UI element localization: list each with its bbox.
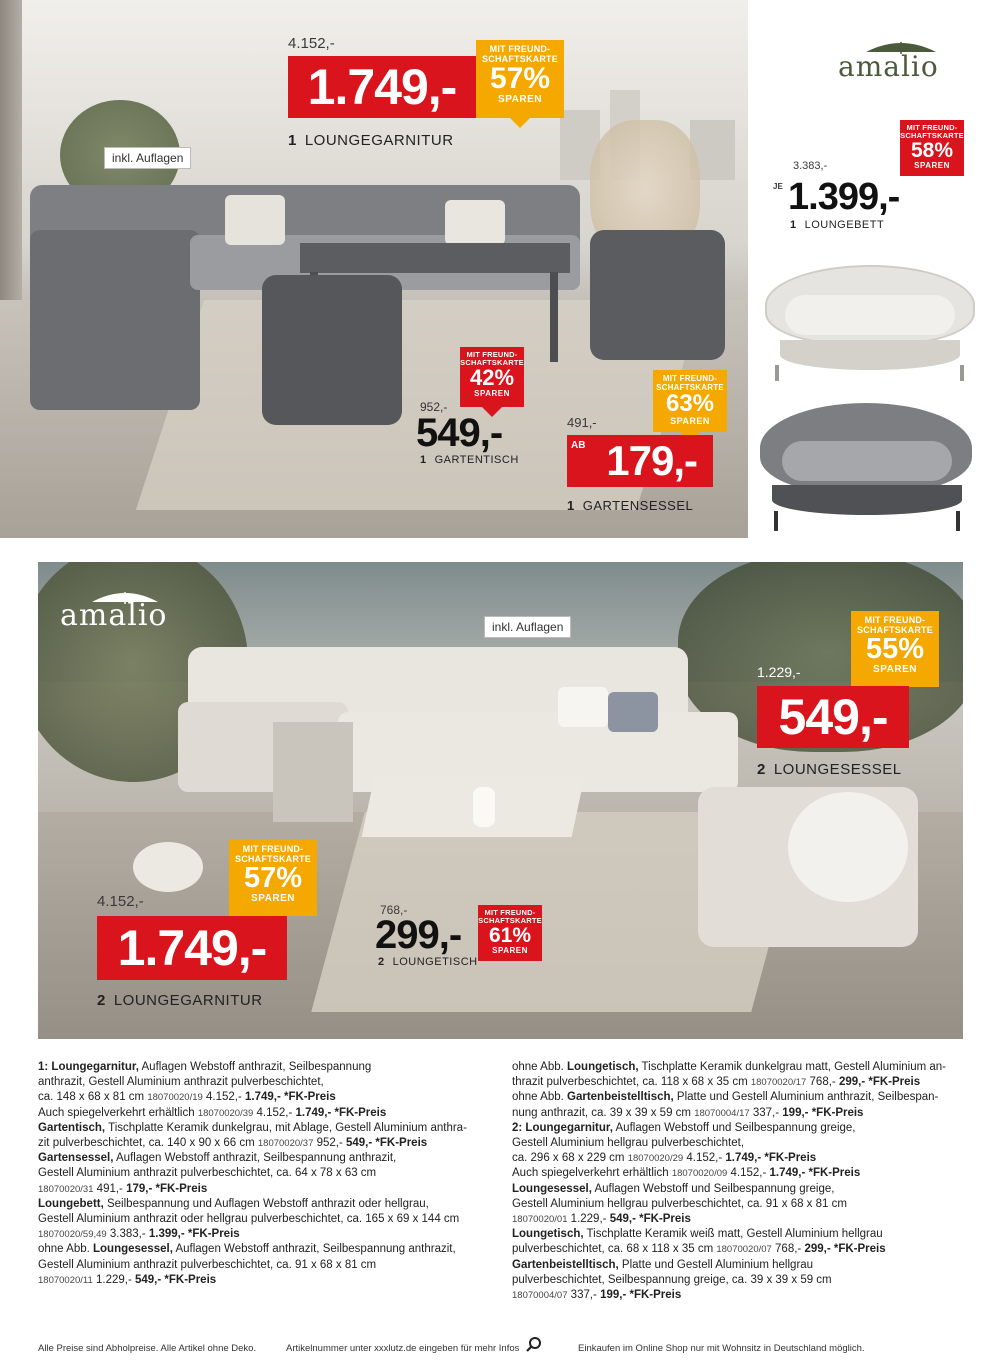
article-number: 18070020/39 — [197, 1107, 254, 1119]
inkl-auflagen-tag-top: inkl. Auflagen — [104, 147, 191, 169]
description-text: Auflagen Webstoff anthrazit, Seilbespannung anthrazit, — [113, 1152, 397, 1165]
description-text: anthrazit, Gestell Aluminium anthrazit pulverbeschichtet, — [38, 1076, 324, 1089]
description-line — [38, 1075, 488, 1090]
badge-percent: 58% — [910, 139, 954, 162]
qty: 1 — [288, 132, 297, 149]
label-gartentisch — [420, 454, 519, 466]
fk-price: 179,- *FK-Preis — [126, 1182, 208, 1195]
description-line — [38, 1060, 488, 1075]
amalio-logo-top — [838, 36, 964, 84]
badge-line2: SCHAFTSKARTE — [235, 854, 311, 864]
brand-name: amalio — [60, 598, 168, 633]
discount-badge-gartentisch — [460, 347, 524, 407]
old-price-loungetisch: 768,- — [380, 903, 408, 917]
description-text: nung anthrazit, ca. 39 x 39 x 59 cm — [512, 1106, 695, 1119]
product-name: LOUNGEGARNITUR — [304, 132, 454, 149]
fk-price: 299,- *FK-Preis — [838, 1076, 921, 1089]
description-text: Auflagen Webstoff anthrazit, Seilbespannung — [138, 1061, 372, 1073]
badge-line2: SCHAFTSKARTE — [656, 383, 724, 392]
badge-line1: MIT FREUND- — [662, 374, 718, 383]
label-loungegarnitur-bottom — [97, 992, 263, 1009]
loungebett-light-image — [765, 245, 975, 385]
old-price-text: 768,- — [806, 1076, 839, 1089]
badge-line1: MIT FREUND- — [466, 350, 518, 359]
badge-sparen: SPAREN — [498, 94, 542, 105]
description-text: Gestell Aluminium anthrazit pulverbeschichtet, ca. 64 x 78 x 63 cm — [38, 1167, 377, 1180]
badge-line1: MIT FREUND- — [906, 123, 958, 132]
description-text: Auflagen Webstoff anthrazit, Seilbespannung anthrazit, — [172, 1243, 456, 1256]
product-name: LOUNGESESSEL — [773, 761, 902, 778]
label-loungesessel — [757, 761, 902, 778]
description-text: pulverbeschichtet, ca. 68 x 118 x 35 cm — [512, 1243, 717, 1256]
description-line — [38, 1151, 488, 1166]
article-number: 18070020/07 — [716, 1244, 772, 1256]
description-line — [512, 1060, 967, 1075]
je-label: JE — [773, 182, 783, 191]
article-number: 18070020/19 — [147, 1092, 203, 1104]
badge-percent: 63% — [665, 390, 715, 417]
brand-name: amalio — [838, 50, 939, 83]
badge-percent: 57% — [243, 862, 303, 894]
description-text: Auch spiegelverkehrt erhältlich — [38, 1106, 198, 1119]
description-line — [38, 1182, 488, 1197]
description-line — [512, 1273, 967, 1288]
badge-tail — [510, 118, 530, 128]
description-text: Auflagen Webstoff und Seilbespannung greige, — [591, 1182, 835, 1195]
product-name-bold: Gartenbeistelltisch, — [512, 1258, 619, 1271]
badge-line1: MIT FREUND- — [242, 844, 304, 854]
badge-sparen: SPAREN — [251, 893, 295, 904]
product-name-bold: 2: Loungegarnitur, — [512, 1121, 613, 1134]
qty: 1 — [420, 454, 427, 466]
description-text: Platte und Gestell Aluminium anthrazit, Seilbespan- — [673, 1091, 939, 1104]
description-line — [512, 1182, 967, 1197]
old-price-text: 337,- — [567, 1289, 601, 1302]
article-number: 18070020/11 — [38, 1274, 93, 1286]
badge-line1: MIT FREUND- — [489, 44, 551, 54]
fk-price: 549,- *FK-Preis — [134, 1273, 217, 1286]
description-line — [512, 1106, 967, 1121]
footer-article-note — [286, 1343, 542, 1354]
product-name-bold: Loungetisch, — [512, 1228, 584, 1241]
discount-badge-loungetisch — [478, 905, 542, 961]
description-text: Platte und Gestell Aluminium hellgrau — [618, 1258, 814, 1271]
description-text: ohne Abb. — [512, 1061, 567, 1073]
description-line — [512, 1151, 967, 1166]
description-line — [512, 1136, 967, 1151]
description-line — [512, 1090, 967, 1105]
product-name-bold: Gartenbeistelltisch, — [567, 1091, 674, 1104]
fk-price: 199,- *FK-Preis — [600, 1289, 682, 1302]
description-line — [512, 1242, 967, 1257]
badge-line2: SCHAFTSKARTE — [478, 916, 542, 925]
qty: 1 — [567, 498, 575, 513]
description-line — [512, 1288, 967, 1303]
badge-percent: 42% — [469, 365, 515, 390]
product-name: GARTENSESSEL — [582, 498, 694, 513]
description-text: zit pulverbeschichtet, ca. 140 x 90 x 66 cm — [38, 1137, 258, 1150]
label-loungebett — [790, 219, 884, 231]
fk-price: 549,- *FK-Preis — [345, 1137, 428, 1150]
price-gartensessel — [567, 435, 713, 487]
product-name-bold: Loungesessel, — [512, 1182, 592, 1195]
article-number: 18070020/17 — [750, 1077, 807, 1089]
qty: 1 — [790, 219, 797, 231]
old-price-text: 4.152,- — [727, 1167, 770, 1180]
old-price-loungegarnitur-top: 4.152,- — [288, 35, 335, 52]
article-number: 18070020/37 — [257, 1138, 314, 1150]
description-text: Gestell Aluminium hellgrau pulverbeschichtet, — [512, 1137, 745, 1150]
article-number: 18070020/59,49 — [38, 1229, 107, 1241]
description-line — [512, 1227, 967, 1242]
badge-line1: MIT FREUND- — [484, 908, 536, 917]
price-loungegarnitur-top: 1.749,- — [288, 56, 476, 118]
description-line — [38, 1136, 488, 1151]
article-number: 18070004/07 — [512, 1290, 568, 1302]
badge-percent: 61% — [488, 924, 532, 947]
product-name: LOUNGETISCH — [392, 956, 478, 968]
label-loungetisch — [378, 956, 478, 968]
old-price-gartentisch: 952,- — [420, 400, 448, 414]
product-name-bold: Gartentisch, — [38, 1121, 106, 1134]
fk-price: 549,- *FK-Preis — [609, 1213, 691, 1226]
loungebett-dark-image — [760, 393, 972, 538]
description-column-left — [38, 1060, 488, 1288]
old-price-loungesessel: 1.229,- — [757, 664, 801, 680]
qty: 2 — [97, 992, 106, 1009]
article-number: 18070020/09 — [671, 1168, 728, 1180]
badge-line1: MIT FREUND- — [864, 615, 926, 625]
description-text: ca. 296 x 68 x 229 cm — [512, 1152, 628, 1165]
price-loungetisch: 299,- — [375, 913, 462, 957]
fk-price: 1.399,- *FK-Preis — [148, 1228, 240, 1241]
description-line — [38, 1212, 488, 1227]
description-line — [512, 1075, 967, 1090]
label-gartensessel — [567, 498, 693, 513]
description-text: Tischplatte Keramik dunkelgrau, mit Ablage, Gestell Aluminium anthra- — [105, 1121, 467, 1134]
description-text: ohne Abb. — [38, 1243, 93, 1256]
description-text: Tischplatte Keramik dunkelgrau matt, Gestell Aluminium an- — [638, 1061, 947, 1073]
price-loungesessel: 549,- — [757, 686, 909, 748]
description-text: pulverbeschichtet, Seilbespannung greige, ca. 39 x 39 x 59 cm — [512, 1273, 832, 1286]
discount-badge-loungegarnitur-top — [476, 40, 564, 118]
product-name: GARTENTISCH — [434, 454, 519, 466]
badge-sparen: SPAREN — [914, 161, 950, 170]
discount-badge-loungegarnitur-bottom — [229, 840, 317, 916]
product-name-bold: Loungesessel, — [93, 1243, 173, 1256]
description-line — [512, 1197, 967, 1212]
description-line — [512, 1166, 967, 1181]
fk-price: 1.749,- *FK-Preis — [245, 1091, 336, 1104]
product-name-bold: Loungetisch, — [567, 1061, 639, 1073]
description-text: thrazit pulverbeschichtet, ca. 118 x 68 x 35 cm — [512, 1076, 751, 1089]
amalio-logo-bottom — [60, 584, 190, 636]
description-text: ca. 148 x 68 x 81 cm — [38, 1091, 148, 1104]
description-text: Gestell Aluminium anthrazit oder hellgrau pulverbeschichtet, ca. 165 x 69 x 144 cm — [38, 1213, 460, 1226]
price-loungegarnitur-bottom: 1.749,- — [97, 916, 287, 980]
badge-line2: SCHAFTSKARTE — [900, 131, 964, 140]
old-price-text: 4.152,- — [683, 1152, 726, 1165]
badge-percent: 55% — [865, 633, 925, 665]
description-text: Auflagen Webstoff und Seilbespannung greige, — [612, 1121, 856, 1134]
qty: 2 — [378, 956, 385, 968]
old-price-text: 1.229,- — [92, 1273, 135, 1286]
footer-pickup-note: Alle Preise sind Abholpreise. Alle Artikel ohne Deko. — [38, 1343, 257, 1354]
description-text: Auch spiegelverkehrt erhältlich — [512, 1167, 672, 1180]
fk-price: 1.749,- *FK-Preis — [725, 1152, 817, 1165]
product-name-bold: 1: Loungegarnitur, — [38, 1061, 139, 1073]
fk-price: 1.749,- *FK-Preis — [769, 1167, 861, 1180]
price-gartentisch: 549,- — [416, 411, 503, 455]
description-line — [38, 1242, 488, 1257]
fk-price: 199,- *FK-Preis — [782, 1106, 864, 1119]
article-number: 18070004/17 — [694, 1107, 750, 1119]
product-name-bold: Gartensessel, — [38, 1152, 114, 1165]
fk-price: 299,- *FK-Preis — [804, 1243, 886, 1256]
old-price-text: 337,- — [749, 1106, 783, 1119]
search-icon — [526, 1337, 542, 1353]
description-line — [38, 1121, 488, 1136]
label-loungegarnitur-top — [288, 132, 454, 149]
old-price-text: 768,- — [771, 1243, 805, 1256]
discount-badge-loungesessel — [851, 611, 939, 687]
old-price-gartensessel: 491,- — [567, 415, 597, 430]
inkl-auflagen-tag-bottom: inkl. Auflagen — [484, 616, 571, 638]
description-text: ohne Abb. — [512, 1091, 567, 1104]
footer-article-text: Artikelnummer unter xxxlutz.de eingeben für mehr Infos — [286, 1343, 520, 1354]
price-loungebett: 1.399,- — [788, 176, 900, 218]
description-line — [512, 1121, 967, 1136]
description-line — [38, 1166, 488, 1181]
old-price-loungebett: 3.383,- — [793, 160, 828, 172]
description-column-right — [512, 1060, 967, 1303]
qty: 2 — [757, 761, 766, 778]
discount-badge-loungebett — [900, 120, 964, 176]
old-price-text: 491,- — [93, 1182, 127, 1195]
badge-sparen: SPAREN — [474, 389, 510, 398]
old-price-text: 3.383,- — [106, 1228, 149, 1241]
badge-line2: SCHAFTSKARTE — [482, 54, 558, 64]
product-name-bold: Loungebett, — [38, 1197, 104, 1210]
old-price-text: 952,- — [313, 1137, 346, 1150]
description-line — [38, 1090, 488, 1105]
price-value: 179,- — [606, 437, 697, 484]
description-text: Gestell Aluminium anthrazit pulverbeschichtet, ca. 91 x 68 x 81 cm — [38, 1258, 377, 1271]
description-text: Tischplatte Keramik weiß matt, Gestell Aluminium hellgrau — [583, 1228, 883, 1241]
footer-online-shop-note: Einkaufen im Online Shop nur mit Wohnsitz in Deutschland möglich. — [578, 1343, 865, 1354]
badge-percent: 57% — [489, 62, 551, 95]
description-line — [38, 1227, 488, 1242]
discount-badge-gartensessel — [653, 370, 727, 432]
old-price-text: 1.229,- — [567, 1213, 610, 1226]
product-name: LOUNGEBETT — [804, 219, 885, 231]
description-line — [38, 1106, 488, 1121]
old-price-loungegarnitur-bottom: 4.152,- — [97, 893, 144, 910]
fk-price: 1.749,- *FK-Preis — [295, 1106, 387, 1119]
badge-sparen: SPAREN — [492, 946, 528, 955]
description-line — [38, 1197, 488, 1212]
description-line — [38, 1258, 488, 1273]
old-price-text: 4.152,- — [202, 1091, 245, 1104]
old-price-text: 4.152,- — [253, 1106, 296, 1119]
description-text: Gestell Aluminium hellgrau pulverbeschichtet, ca. 91 x 68 x 81 cm — [512, 1197, 847, 1210]
description-line — [512, 1212, 967, 1227]
description-text: Seilbespannung und Auflagen Webstoff anthrazit oder hellgrau, — [103, 1197, 429, 1210]
badge-line2: SCHAFTSKARTE — [857, 625, 933, 635]
ab-label: AB — [571, 440, 586, 451]
product-name: LOUNGEGARNITUR — [113, 992, 263, 1009]
badge-line2: SCHAFTSKARTE — [460, 358, 524, 367]
badge-sparen: SPAREN — [873, 664, 917, 675]
description-line — [512, 1258, 967, 1273]
badge-sparen: SPAREN — [670, 416, 710, 426]
article-number: 18070020/31 — [38, 1183, 94, 1195]
article-number: 18070020/01 — [512, 1214, 568, 1226]
article-number: 18070020/29 — [627, 1153, 684, 1165]
description-line — [38, 1273, 488, 1288]
